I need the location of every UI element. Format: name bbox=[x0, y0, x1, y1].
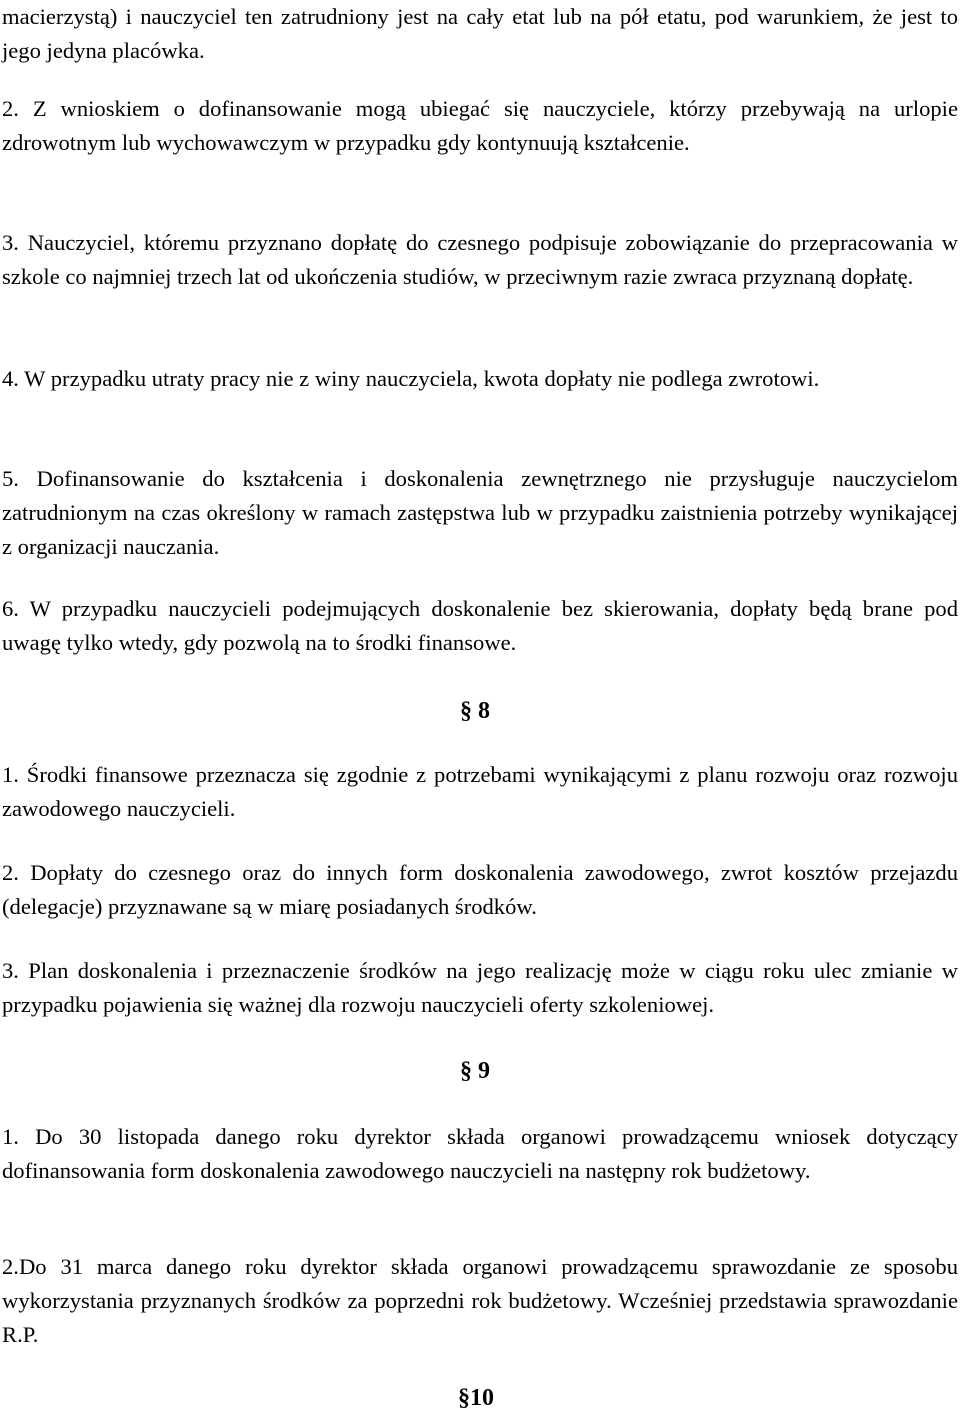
paragraph-7-4: 4. W przypadku utraty pracy nie z winy nauczyciela, kwota dopłaty nie podlega zwrotowi. bbox=[2, 366, 820, 391]
paragraph-7-2: 2. Z wnioskiem o dofinansowanie mogą ubiegać się nauczyciele, którzy przebywają na urlopie zdrowotnym lub wychowawczym w przypadku gdy kontynuują kształcenie. bbox=[2, 96, 958, 155]
paragraph-7-5: 5. Dofinansowanie do kształcenia i doskonalenia zewnętrznego nie przysługuje nauczycielom zatrudnionym na czas określony w ramach zastępstwa lub w przypadku zaistnienia potrzeby wynikającej z organizacji nauczania. bbox=[2, 466, 958, 559]
paragraph-7-3: 3. Nauczyciel, któremu przyznano dopłatę do czesnego podpisuje zobowiązanie do przepracowania w szkole co najmniej trzech lat od ukończenia studiów, w przeciwnym razie zwraca przyznaną dopłatę. bbox=[2, 230, 958, 289]
paragraph-continuation: macierzystą) i nauczyciel ten zatrudniony jest na cały etat lub na pół etatu, pod warunkiem, że jest to jego jedyna placówka. bbox=[2, 4, 958, 63]
section-heading-9: § 9 bbox=[460, 1058, 490, 1084]
paragraph-9-2: 2.Do 31 marca danego roku dyrektor składa organowi prowadzącemu sprawozdanie ze sposobu wykorzystania przyznanych środków za poprzedni rok budżetowy. Wcześniej przedstawia sprawozdanie R.P. bbox=[2, 1254, 958, 1347]
paragraph-8-1: 1. Środki finansowe przeznacza się zgodnie z potrzebami wynikającymi z planu rozwoju oraz rozwoju zawodowego nauczycieli. bbox=[2, 762, 958, 821]
paragraph-8-3: 3. Plan doskonalenia i przeznaczenie środków na jego realizację może w ciągu roku ulec zmianie w przypadku pojawienia się ważnej dla rozwoju nauczycieli oferty szkoleniowej. bbox=[2, 958, 958, 1017]
paragraph-7-6: 6. W przypadku nauczycieli podejmujących doskonalenie bez skierowania, dopłaty będą brane pod uwagę tylko wtedy, gdy pozwolą na to środki finansowe. bbox=[2, 596, 958, 655]
section-heading-8: § 8 bbox=[460, 698, 490, 724]
section-heading-10: §10 bbox=[458, 1385, 494, 1411]
paragraph-9-1: 1. Do 30 listopada danego roku dyrektor składa organowi prowadzącemu wniosek dotyczący dofinansowania form doskonalenia zawodowego nauczycieli na następny rok budżetowy. bbox=[2, 1124, 958, 1183]
paragraph-8-2: 2. Dopłaty do czesnego oraz do innych form doskonalenia zawodowego, zwrot kosztów przejazdu (delegacje) przyznawane są w miarę posiadanych środków. bbox=[2, 860, 958, 919]
